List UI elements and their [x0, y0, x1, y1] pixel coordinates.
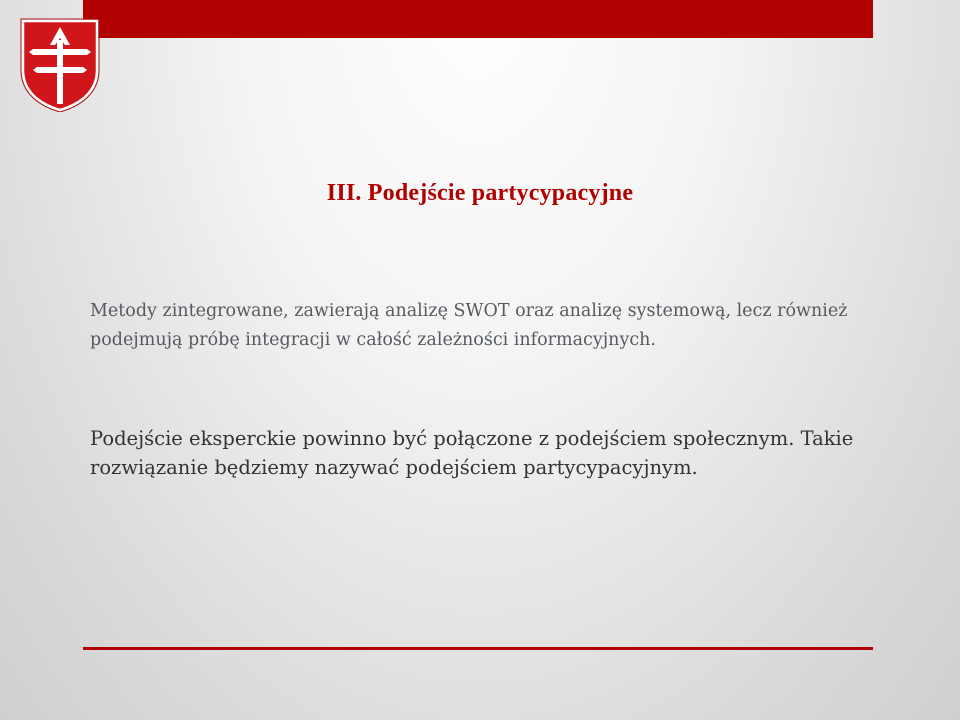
slide-title: III. Podejście partycypacyjne [326, 180, 634, 206]
coat-of-arms-icon [20, 18, 100, 112]
paragraph-integrated-methods: Metody zintegrowane, zawierają analizę SWOT oraz analizę systemową, lecz również podejmują próbę integracji w całość zależności informacyjnych. [90, 301, 848, 350]
top-accent-bar [83, 0, 873, 38]
paragraph-participatory-approach: Podejście eksperckie powinno być połączone z podejściem społecznym. Takie rozwiązanie będziemy nazywać podejściem partycypacyjnym. [90, 427, 854, 479]
bottom-divider-line [83, 647, 873, 650]
